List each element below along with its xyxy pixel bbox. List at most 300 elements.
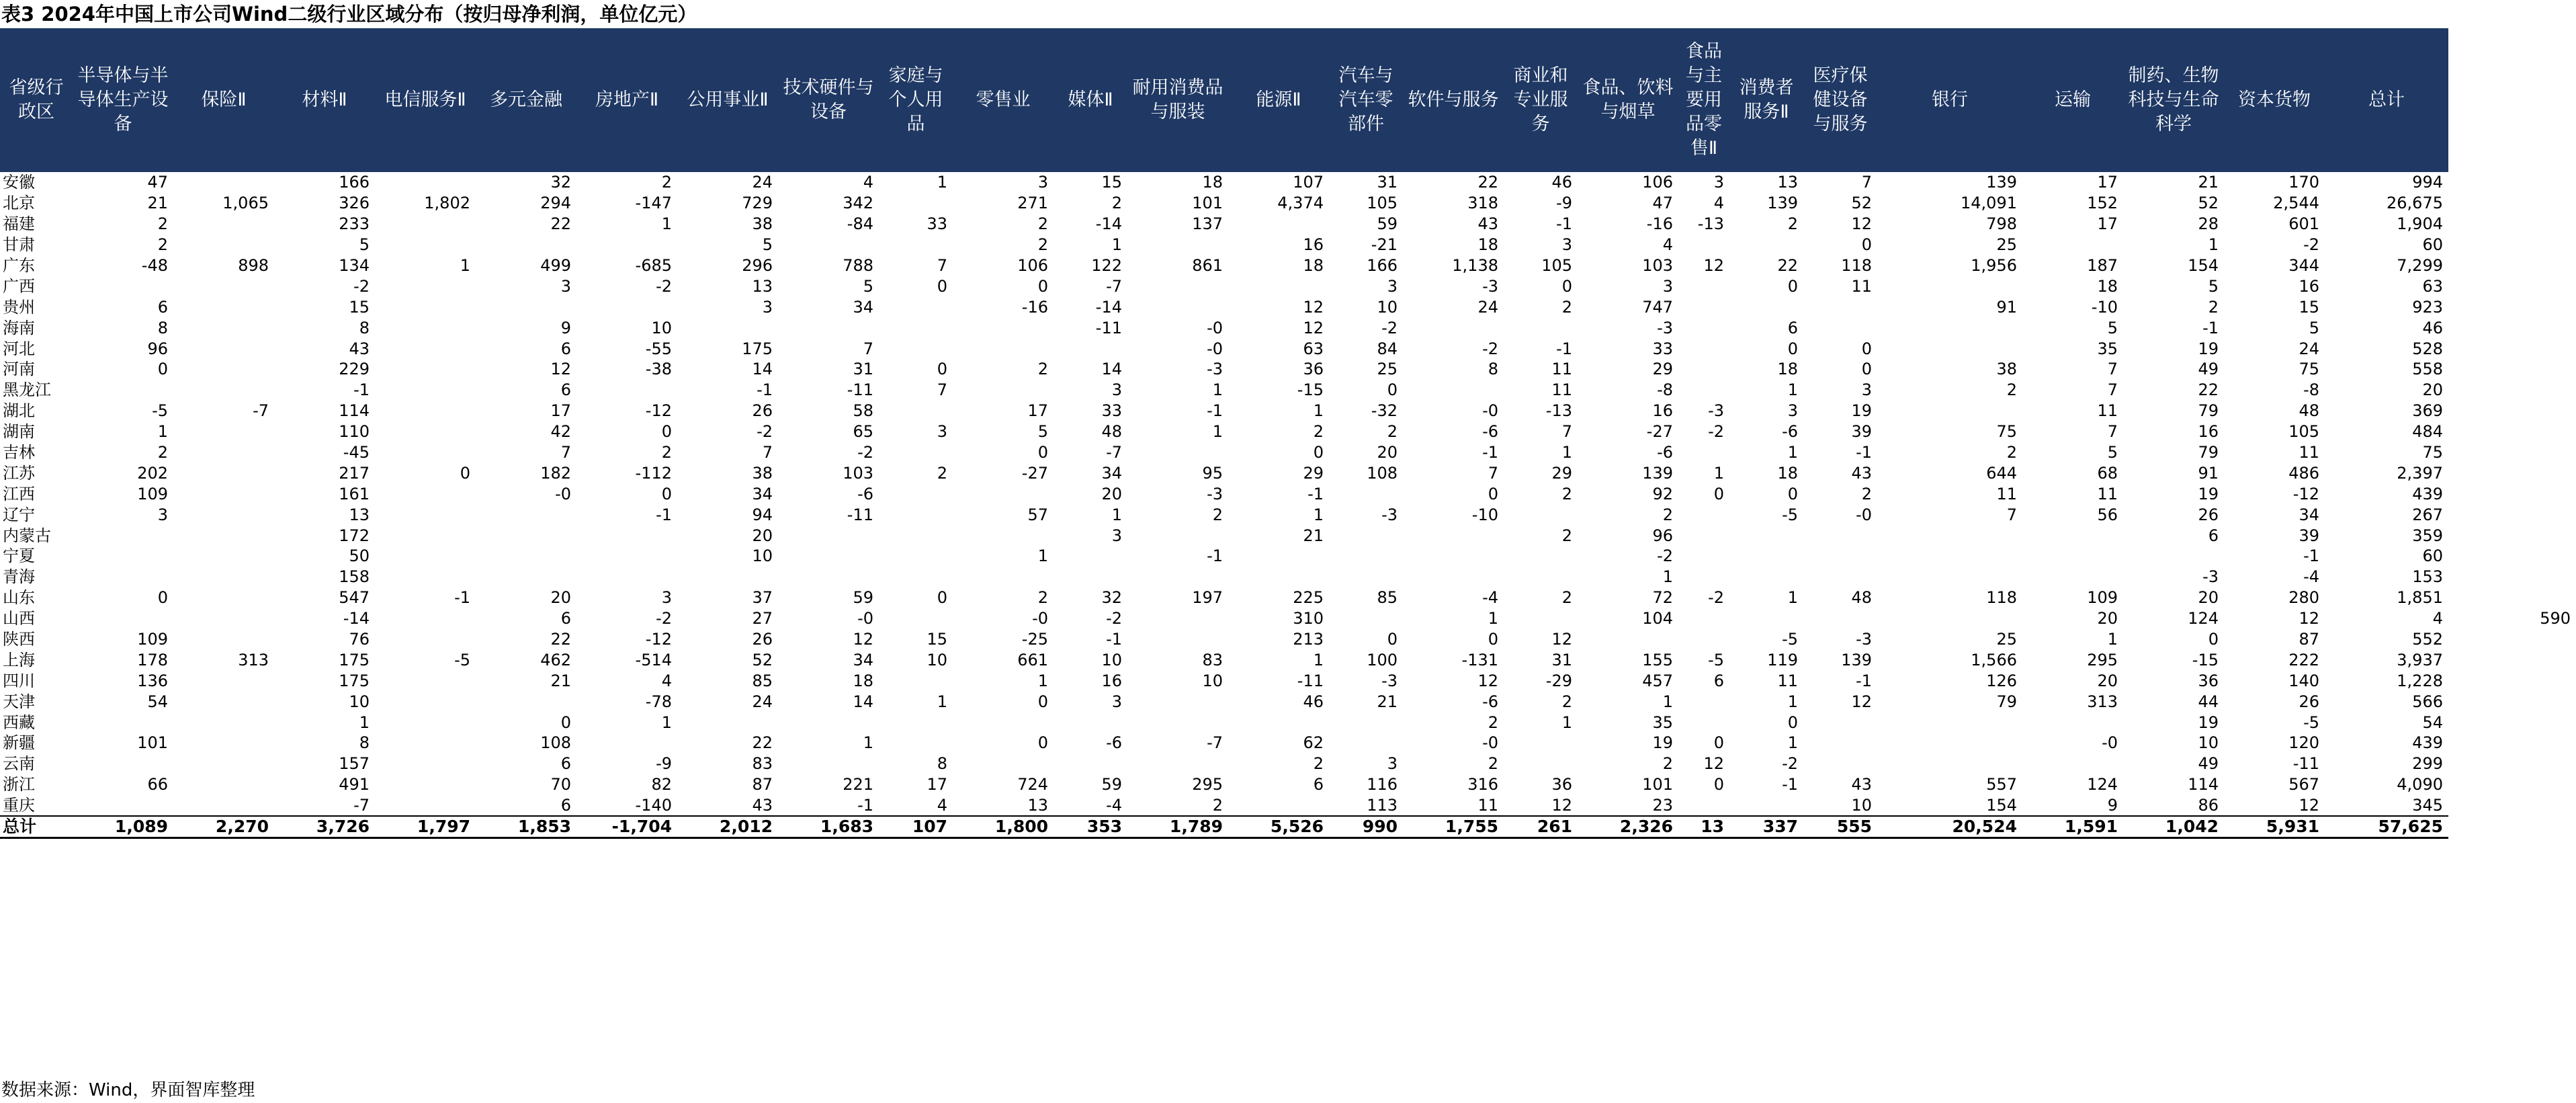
value-cell: -78	[645, 692, 672, 711]
column-header: 制药、生物科技与生命科学	[2123, 28, 2224, 172]
value-cell: -10	[1471, 505, 1498, 524]
value-cell: 62	[1303, 733, 1324, 753]
value-cell: -1	[1556, 339, 1572, 358]
value-cell	[1329, 546, 1403, 567]
value-cell: 2	[157, 235, 168, 255]
column-header: 运输	[2022, 28, 2123, 172]
value-cell: 12	[1703, 256, 1724, 275]
value-cell: -7	[1106, 443, 1122, 462]
value-cell: 294	[540, 194, 571, 213]
value-cell: 43	[752, 795, 773, 815]
value-cell: 36	[1551, 775, 1572, 794]
total-value-cell: 337	[1729, 816, 1803, 838]
total-value-cell: 20,524	[1877, 816, 2022, 838]
value-cell: 3	[762, 297, 773, 317]
value-cell: 91	[2198, 463, 2219, 483]
value-cell: 10	[1851, 795, 1872, 815]
value-cell: 118	[1986, 588, 2017, 608]
value-cell	[1877, 401, 2022, 421]
value-cell: -1	[1482, 443, 1498, 462]
value-cell: 11	[1851, 276, 1872, 296]
value-cell: 103	[1642, 256, 1673, 275]
value-cell: 161	[339, 484, 370, 503]
value-cell: -131	[1461, 650, 1498, 669]
total-value-cell: 1,683	[778, 816, 879, 838]
column-header: 耐用消费品与服装	[1127, 28, 1228, 172]
value-cell: 56	[2097, 505, 2118, 524]
value-cell: -6	[1482, 692, 1498, 711]
value-cell: 462	[540, 650, 571, 669]
value-cell: 499	[540, 256, 571, 275]
value-cell: 2	[661, 173, 672, 192]
value-cell: 1	[1787, 443, 1798, 462]
value-cell: 33	[1101, 401, 1122, 421]
value-cell	[1127, 525, 1228, 546]
value-cell: -9	[1556, 194, 1572, 213]
value-cell: 49	[2198, 360, 2219, 379]
value-cell: 0	[937, 588, 947, 608]
value-cell	[476, 525, 576, 546]
value-cell: 0	[1561, 276, 1572, 296]
value-cell: 10	[927, 650, 947, 669]
value-cell	[953, 525, 1054, 546]
value-cell: 91	[1996, 297, 2017, 317]
total-value-cell: 13	[1678, 816, 1729, 838]
table-row	[0, 317, 2576, 338]
value-cell: 3	[1111, 692, 1122, 711]
value-cell: 32	[550, 173, 571, 192]
value-cell: 1	[1787, 380, 1798, 400]
total-value-cell: 1,089	[73, 816, 173, 838]
value-cell: -0	[1482, 733, 1498, 753]
value-cell	[173, 380, 274, 401]
value-cell	[173, 670, 274, 691]
value-cell: 54	[147, 692, 168, 711]
value-cell: 43	[349, 339, 370, 358]
value-cell: 22	[2198, 380, 2219, 400]
value-cell	[73, 795, 173, 816]
value-cell: 46	[2422, 318, 2443, 337]
value-cell	[476, 546, 576, 567]
value-cell	[2022, 546, 2123, 567]
value-cell	[879, 442, 953, 463]
value-cell: 2	[1861, 484, 1872, 503]
column-header: 消费者服务Ⅱ	[1729, 28, 1803, 172]
value-cell: 788	[843, 256, 873, 275]
value-cell: 139	[1642, 463, 1673, 483]
value-cell: 2	[2006, 380, 2017, 400]
value-cell: -16	[1646, 214, 1673, 234]
value-cell: -11	[847, 380, 873, 400]
value-cell: 18	[853, 671, 873, 690]
value-cell	[879, 235, 953, 255]
value-cell: -2	[1482, 339, 1498, 358]
value-cell: 5	[1037, 422, 1048, 442]
value-cell: -15	[2192, 650, 2219, 669]
value-cell	[1329, 608, 1403, 629]
value-cell: 7	[2107, 380, 2118, 400]
value-cell: 20	[2422, 380, 2443, 400]
value-cell: 2	[1662, 505, 1673, 524]
value-cell: 3	[1861, 380, 1872, 400]
value-cell	[778, 235, 879, 255]
value-cell: 1	[661, 214, 672, 234]
value-cell: 5	[2208, 276, 2219, 296]
value-cell: 1	[937, 173, 947, 192]
province-cell: 宁夏	[3, 546, 35, 566]
value-cell: -6	[1657, 443, 1673, 462]
value-cell: 20	[752, 526, 773, 545]
value-cell: 0	[1713, 733, 1724, 753]
table-row	[0, 712, 2576, 733]
value-cell: 10	[2198, 733, 2219, 753]
value-cell: 109	[2087, 588, 2118, 608]
value-cell: 7	[2006, 505, 2017, 524]
value-cell: 104	[1642, 609, 1673, 628]
value-cell: 6	[560, 754, 571, 774]
value-cell: 644	[1986, 463, 2017, 483]
value-cell	[173, 483, 274, 504]
value-cell: 16	[1303, 235, 1324, 255]
value-cell	[1678, 338, 1729, 359]
value-cell	[1678, 359, 1729, 380]
value-cell: 21	[1377, 692, 1398, 711]
table-row	[0, 649, 2576, 670]
value-cell: 0	[1037, 276, 1048, 296]
table-row	[0, 691, 2576, 712]
value-cell: 3	[1387, 276, 1398, 296]
value-cell: -1	[1856, 443, 1872, 462]
value-cell: 75	[1996, 422, 2017, 442]
value-cell: 12	[853, 630, 873, 649]
value-cell: 4	[937, 795, 947, 815]
value-cell	[173, 317, 274, 338]
value-cell: 2	[1561, 526, 1572, 545]
value-cell: -1	[656, 505, 672, 524]
value-cell	[1803, 317, 1877, 338]
table-row	[0, 462, 2576, 483]
value-cell: 0	[460, 463, 470, 483]
value-cell: 6	[2208, 526, 2219, 545]
value-cell: 166	[1367, 256, 1398, 275]
column-header: 食品、饮料与烟草	[1578, 28, 1678, 172]
total-value-cell: 5,931	[2224, 816, 2325, 838]
column-header: 能源Ⅱ	[1228, 28, 1329, 172]
value-cell: 3,937	[2397, 650, 2443, 669]
value-cell	[73, 276, 173, 296]
value-cell: 11	[1777, 671, 1798, 690]
value-cell	[375, 380, 476, 401]
total-value-cell: 990	[1329, 816, 1403, 838]
value-cell	[375, 774, 476, 795]
value-cell: 5	[2107, 318, 2118, 337]
value-cell: 1	[1037, 671, 1048, 690]
province-cell: 浙江	[3, 775, 35, 794]
value-cell: 126	[1986, 671, 2017, 690]
value-cell: -2	[656, 276, 672, 296]
value-cell: 39	[1851, 422, 1872, 442]
value-cell	[1803, 712, 1877, 733]
value-cell: 0	[1713, 484, 1724, 503]
value-cell: 8	[157, 318, 168, 337]
value-cell: 1	[1787, 588, 1798, 608]
value-cell: 103	[843, 463, 873, 483]
value-cell	[576, 235, 677, 255]
value-cell	[879, 525, 953, 546]
value-cell	[173, 421, 274, 442]
value-cell: -0	[857, 609, 873, 628]
value-cell: 105	[1367, 194, 1398, 213]
value-cell: 5	[359, 235, 370, 255]
value-cell	[173, 276, 274, 296]
value-cell: 197	[1192, 588, 1223, 608]
value-cell: -6	[1782, 422, 1798, 442]
table-row	[0, 774, 2576, 795]
value-cell	[1504, 504, 1578, 525]
column-header: 医疗保健设备与服务	[1803, 28, 1877, 172]
value-cell: 0	[661, 484, 672, 503]
value-cell: 20	[2198, 588, 2219, 608]
value-cell	[576, 380, 677, 401]
value-cell: 1	[863, 733, 873, 753]
value-cell	[576, 733, 677, 753]
value-cell: 439	[2412, 733, 2443, 753]
value-cell: 15	[1101, 173, 1122, 192]
value-cell: -14	[343, 609, 370, 628]
value-cell	[1403, 317, 1504, 338]
province-cell: 山东	[3, 588, 35, 608]
value-cell	[375, 733, 476, 753]
province-cell: 河北	[3, 339, 35, 358]
value-cell: 94	[752, 505, 773, 524]
value-cell: 29	[1652, 360, 1673, 379]
value-cell: 31	[853, 360, 873, 379]
value-cell	[576, 546, 677, 567]
value-cell	[1729, 546, 1803, 567]
value-cell	[1678, 567, 1729, 587]
value-cell: -32	[1371, 401, 1398, 421]
value-cell: 172	[339, 526, 370, 545]
value-cell: 318	[1467, 194, 1498, 213]
value-cell: 3	[1387, 754, 1398, 774]
value-cell	[173, 525, 274, 546]
value-cell: 724	[1017, 775, 1048, 794]
value-cell: 359	[2412, 526, 2443, 545]
value-cell: 39	[2299, 526, 2319, 545]
value-cell: 6	[560, 795, 571, 815]
value-cell: 152	[2087, 194, 2118, 213]
value-cell: 101	[1642, 775, 1673, 794]
value-cell: -5	[2303, 712, 2319, 732]
province-cell: 湖南	[3, 422, 35, 442]
value-cell	[778, 546, 879, 567]
value-cell: 116	[1367, 775, 1398, 794]
value-cell	[1403, 525, 1504, 546]
industry-region-table	[0, 28, 2576, 839]
value-cell: 17	[2097, 173, 2118, 192]
value-cell	[73, 753, 173, 774]
value-cell: 24	[1477, 297, 1498, 317]
column-header: 资本货物	[2224, 28, 2325, 172]
value-cell: 96	[1652, 526, 1673, 545]
value-cell: 3	[1662, 276, 1673, 296]
value-cell: 24	[2299, 339, 2319, 358]
province-cell: 陕西	[3, 630, 35, 649]
value-cell: 35	[2097, 339, 2118, 358]
value-cell	[1127, 629, 1228, 650]
value-cell: 16	[1652, 401, 1673, 421]
value-cell: 0	[1787, 484, 1798, 503]
column-header: 材料Ⅱ	[274, 28, 375, 172]
value-cell: 11	[2097, 401, 2118, 421]
value-cell: 25	[1996, 235, 2017, 255]
source-note: 数据来源：Wind，界面智库整理	[1, 1080, 255, 1100]
value-cell	[953, 712, 1054, 733]
value-cell: 6	[157, 297, 168, 317]
value-cell	[778, 525, 879, 546]
value-cell: -2	[1381, 318, 1398, 337]
value-cell: 60	[2422, 235, 2443, 255]
province-cell: 新疆	[3, 733, 35, 753]
value-cell: 33	[1652, 339, 1673, 358]
value-cell: 106	[1642, 173, 1673, 192]
value-cell: -1	[757, 380, 773, 400]
column-header: 总计	[2325, 28, 2448, 172]
value-cell: 3	[157, 505, 168, 524]
total-value-cell: 57,625	[2325, 816, 2448, 838]
value-cell: -1	[353, 380, 370, 400]
value-cell: -3	[1708, 401, 1724, 421]
value-cell: 108	[540, 733, 571, 753]
value-cell	[1729, 296, 1803, 317]
table-row	[0, 276, 2576, 296]
value-cell: 2	[157, 214, 168, 234]
value-cell: 10	[752, 546, 773, 566]
value-cell: 139	[1841, 650, 1872, 669]
value-cell: 4	[661, 671, 672, 690]
value-cell: 22	[550, 630, 571, 649]
value-cell	[576, 296, 677, 317]
value-cell: -1	[2202, 318, 2219, 337]
value-cell	[2022, 567, 2123, 587]
value-cell: 139	[1767, 194, 1798, 213]
value-cell	[1877, 525, 2022, 546]
value-cell: 75	[2299, 360, 2319, 379]
total-value-cell: 107	[879, 816, 953, 838]
value-cell: 13	[752, 276, 773, 296]
value-cell	[375, 546, 476, 567]
value-cell	[1729, 567, 1803, 587]
value-cell: 84	[1377, 339, 1398, 358]
value-cell: 36	[2198, 671, 2219, 690]
value-cell: 7	[1488, 463, 1498, 483]
value-cell: -10	[2091, 297, 2118, 317]
value-cell	[953, 567, 1054, 587]
total-value-cell: 5,526	[1228, 816, 1329, 838]
value-cell	[879, 483, 953, 504]
column-header: 食品与主要用品零售Ⅱ	[1678, 28, 1729, 172]
value-cell: 8	[359, 318, 370, 337]
value-cell: 217	[339, 463, 370, 483]
value-cell: 18	[1777, 463, 1798, 483]
value-cell: 566	[2412, 692, 2443, 711]
value-cell	[375, 442, 476, 463]
total-value-cell: 353	[1054, 816, 1127, 838]
value-cell: 107	[1293, 173, 1324, 192]
value-cell	[677, 712, 778, 733]
province-cell: 辽宁	[3, 505, 35, 524]
value-cell: 225	[1293, 588, 1324, 608]
value-cell: 46	[1303, 692, 1324, 711]
value-cell: 1,956	[1971, 256, 2017, 275]
value-cell: 114	[2188, 775, 2219, 794]
value-cell: 0	[1861, 339, 1872, 358]
value-cell: 0	[157, 360, 168, 379]
value-cell: 59	[853, 588, 873, 608]
value-cell	[1054, 753, 1127, 774]
value-cell: 34	[853, 650, 873, 669]
total-value-cell: 1,789	[1127, 816, 1228, 838]
value-cell: 79	[1996, 692, 2017, 711]
value-cell: 16	[2198, 422, 2219, 442]
value-cell: 547	[339, 588, 370, 608]
value-cell: 31	[1377, 173, 1398, 192]
value-cell: 4	[1662, 235, 1673, 255]
value-cell: 2	[157, 443, 168, 462]
value-cell: 994	[2412, 173, 2443, 192]
value-cell: 21	[1303, 526, 1324, 545]
value-cell	[576, 525, 677, 546]
value-cell: 158	[339, 567, 370, 587]
value-cell: 170	[2288, 173, 2319, 192]
value-cell: -11	[1297, 671, 1324, 690]
value-cell	[476, 296, 576, 317]
value-cell: 1	[1561, 443, 1572, 462]
value-cell	[1054, 546, 1127, 567]
value-cell	[173, 462, 274, 483]
value-cell: -6	[1482, 422, 1498, 442]
value-cell: 82	[651, 775, 672, 794]
value-cell	[778, 753, 879, 774]
value-cell: 101	[137, 733, 168, 753]
table-row	[0, 235, 2576, 255]
value-cell	[375, 753, 476, 774]
table-row	[0, 401, 2576, 421]
value-cell: -0	[1856, 505, 1872, 524]
value-cell: 63	[2422, 276, 2443, 296]
value-cell	[879, 296, 953, 317]
value-cell: -13	[1697, 214, 1724, 234]
value-cell: 20	[1377, 443, 1398, 462]
value-cell: 18	[1202, 173, 1223, 192]
value-cell	[1803, 525, 1877, 546]
value-cell: 12	[1551, 630, 1572, 649]
value-cell: 72	[1652, 588, 1673, 608]
value-cell	[879, 733, 953, 753]
value-cell: 35	[1652, 712, 1673, 732]
value-cell: 8	[359, 733, 370, 753]
value-cell	[1729, 235, 1803, 255]
value-cell: 87	[2299, 630, 2319, 649]
value-cell	[73, 567, 173, 587]
column-header: 汽车与汽车零部件	[1329, 28, 1403, 172]
total-value-cell: 2,012	[677, 816, 778, 838]
value-cell: 86	[2198, 795, 2219, 815]
total-value-cell: 1,591	[2022, 816, 2123, 838]
value-cell: -2	[1708, 422, 1724, 442]
value-cell	[1504, 317, 1578, 338]
value-cell: -6	[857, 484, 873, 503]
